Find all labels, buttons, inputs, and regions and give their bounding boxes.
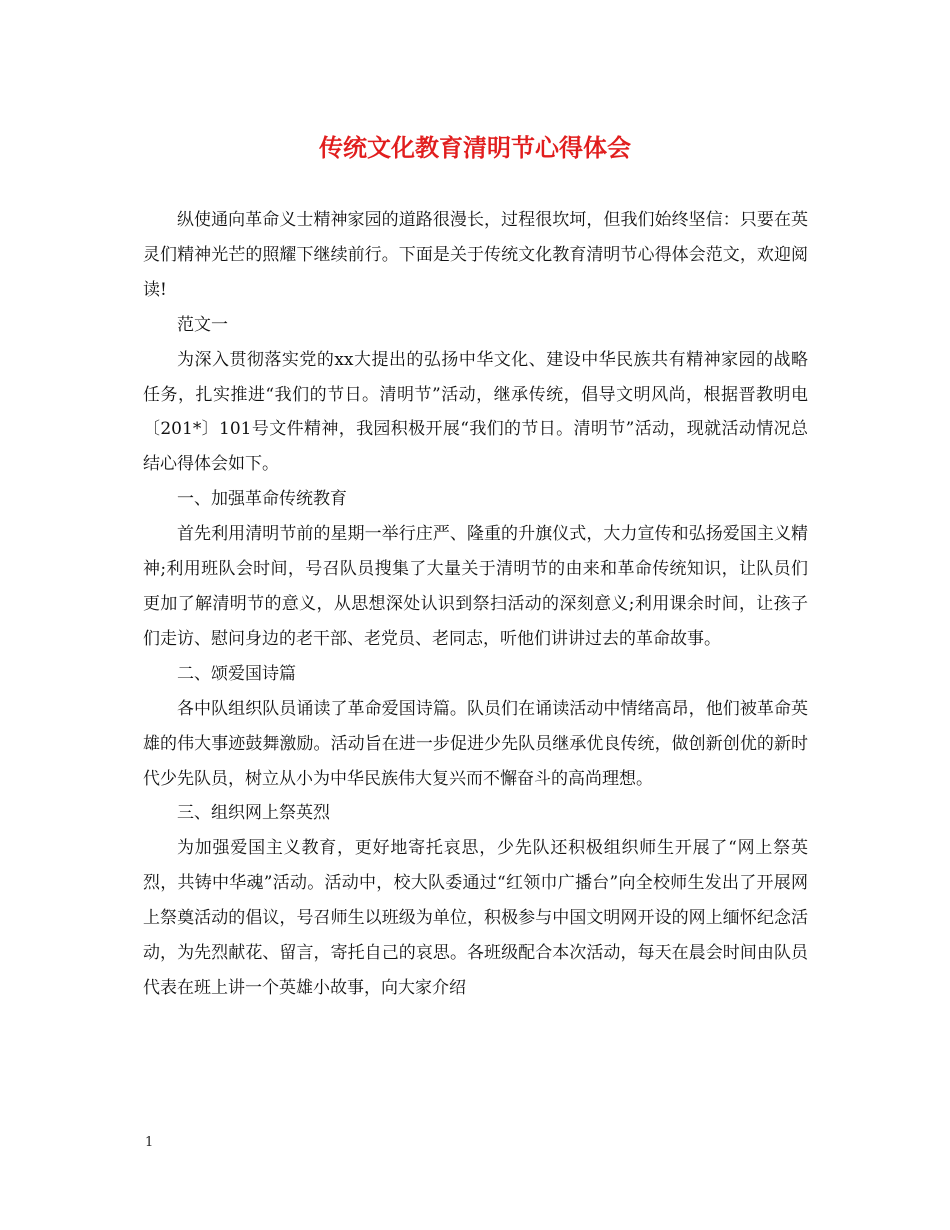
document-body <box>143 203 808 1006</box>
body-paragraph: 首先利用清明节前的星期一举行庄严、隆重的升旗仪式，大力宣传和弘扬爱国主义精神;利用班队会时间，号召队员搜集了大量关于清明节的由来和革命传统知识，让队员们更加了解清明节的意义，从思想深处认识到祭扫活动的深刻意义;利用课余时间，让孩子们走访、慰问身边的老干部、老党员、老同志，听他们讲讲过去的革命故事。 <box>143 524 808 649</box>
body-paragraph: 为深入贯彻落实党的xx大提出的弘扬中华文化、建设中华民族共有精神家园的战略任务，扎实推进“我们的节日。清明节”活动，继承传统，倡导文明风尚，根据晋教明电〔201*〕101号文件精神，我园积极开展“我们的节日。清明节”活动，现就活动情况总结心得体会如下。 <box>143 349 808 475</box>
section-heading: 二、颂爱国诗篇 <box>177 663 296 684</box>
body-paragraph: 各中队组织队员诵读了革命爱国诗篇。队员们在诵读活动中情绪高昂，他们被革命英雄的伟大事迹鼓舞激励。活动旨在进一步促进少先队员继承优良传统，做创新创优的新时代少先队员，树立从小为中华民族伟大复兴而不懈奋斗的高尚理想。 <box>143 698 808 789</box>
page-number: 1 <box>145 1135 154 1150</box>
section-heading: 一、加强革命传统教育 <box>177 489 347 510</box>
body-paragraph: 为加强爱国主义教育，更好地寄托哀思，少先队还积极组织师生开展了“网上祭英烈，共铸中华魂”活动。活动中，校大队委通过“红领巾广播台”向全校师生发出了开展网上祭奠活动的倡议，号召师生以班级为单位，积极参与中国文明网开设的网上缅怀纪念活动，为先烈献花、留言，寄托自己的哀思。各班级配合本次活动，每天在晨会时间由队员代表在班上讲一个英雄小故事，向大家介绍 <box>143 838 808 998</box>
section-heading: 三、组织网上祭英烈 <box>177 803 330 824</box>
section-heading: 范文一 <box>177 314 228 335</box>
document-title: 传统文化教育清明节心得体会 <box>319 134 631 162</box>
intro-paragraph: 纵使通向革命义士精神家园的道路很漫长，过程很坎坷，但我们始终坚信：只要在英灵们精神光芒的照耀下继续前行。下面是关于传统文化教育清明节心得体会范文，欢迎阅读! <box>143 210 808 300</box>
